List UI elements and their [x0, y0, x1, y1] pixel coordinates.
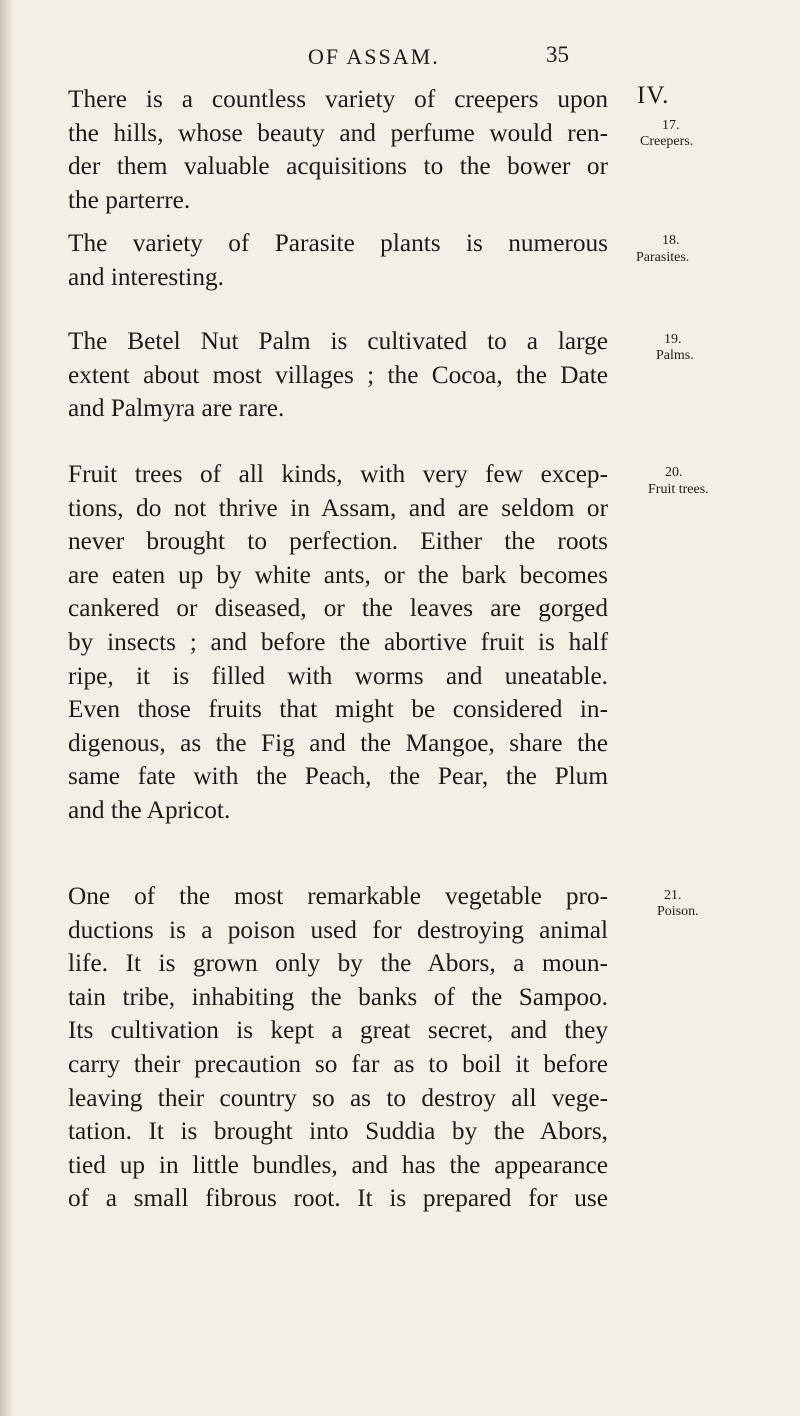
- paragraph-parasites: [68, 227, 608, 294]
- text-line: same fate with the Peach, the Pear, the Plum: [68, 762, 608, 791]
- text-line: ripe, it is filled with worms and uneatable.: [68, 661, 608, 690]
- text-line: leaving their country so as to destroy all vege-: [68, 1083, 608, 1112]
- sidenote-label: Fruit trees.: [648, 482, 709, 497]
- sidenote-label: Poison.: [657, 904, 699, 919]
- text-line: The Betel Nut Palm is cultivated to a large: [68, 327, 608, 355]
- text-line: and interesting.: [68, 262, 224, 291]
- text-line: Fruit trees of all kinds, with very few excep-: [68, 460, 608, 488]
- text-line: One of the most remarkable vegetable pro-: [68, 882, 608, 910]
- text-line: der them valuable acquisitions to the bower or: [68, 152, 608, 181]
- text-line: Its cultivation is kept a great secret, and they: [68, 1016, 608, 1045]
- text-line: tain tribe, inhabiting the banks of the Sampoo.: [68, 982, 608, 1011]
- sidenote-number: 17.: [662, 118, 680, 133]
- text-line: cankered or diseased, or the leaves are gorged: [68, 594, 608, 623]
- sidenote-number: 21.: [664, 888, 682, 903]
- chapter-number: IV.: [637, 82, 670, 109]
- text-line: digenous, as the Fig and the Mangoe, share the: [68, 728, 608, 757]
- text-line: and Palmyra are rare.: [68, 394, 285, 423]
- text-line: life. It is grown only by the Abors, a moun-: [68, 949, 608, 978]
- page-number: 35: [546, 42, 569, 67]
- text-line: extent about most villages ; the Cocoa, the Date: [68, 360, 608, 389]
- page-edge-shadow: [0, 0, 14, 1416]
- sidenote-number: 19.: [664, 332, 682, 347]
- text-line: There is a countless variety of creepers upon: [68, 85, 608, 113]
- sidenote-label: Creepers.: [640, 134, 694, 149]
- text-line: the parterre.: [68, 185, 191, 214]
- text-line: and the Apricot.: [68, 795, 231, 824]
- sidenote-number: 18.: [662, 233, 680, 248]
- paragraph-poison: [68, 880, 608, 1216]
- sidenote-label: Parasites.: [636, 250, 690, 265]
- text-line: of a small fibrous root. It is prepared for use: [68, 1184, 608, 1213]
- text-line: never brought to perfection. Either the roots: [68, 527, 608, 556]
- text-line: the hills, whose beauty and perfume would ren-: [68, 118, 608, 147]
- paragraph-creepers: [68, 83, 608, 217]
- text-line: ductions is a poison used for destroying animal: [68, 915, 608, 944]
- text-line: Even those fruits that might be considered in-: [68, 695, 608, 724]
- text-line: carry their precaution so far as to boil it before: [68, 1049, 608, 1078]
- text-line: tions, do not thrive in Assam, and are seldom or: [68, 493, 608, 522]
- paragraph-fruit-trees: [68, 458, 608, 828]
- text-line: The variety of Parasite plants is numerous: [68, 229, 608, 257]
- paragraph-palms: [68, 325, 608, 426]
- running-title: OF ASSAM.: [308, 44, 440, 69]
- text-line: tied up in little bundles, and has the appearance: [68, 1150, 608, 1179]
- sidenote-label: Palms.: [656, 348, 694, 363]
- sidenote-number: 20.: [665, 465, 683, 480]
- text-line: are eaten up by white ants, or the bark becomes: [68, 560, 608, 589]
- text-line: tation. It is brought into Suddia by the Abors,: [68, 1117, 608, 1146]
- text-line: by insects ; and before the abortive fruit is half: [68, 627, 608, 656]
